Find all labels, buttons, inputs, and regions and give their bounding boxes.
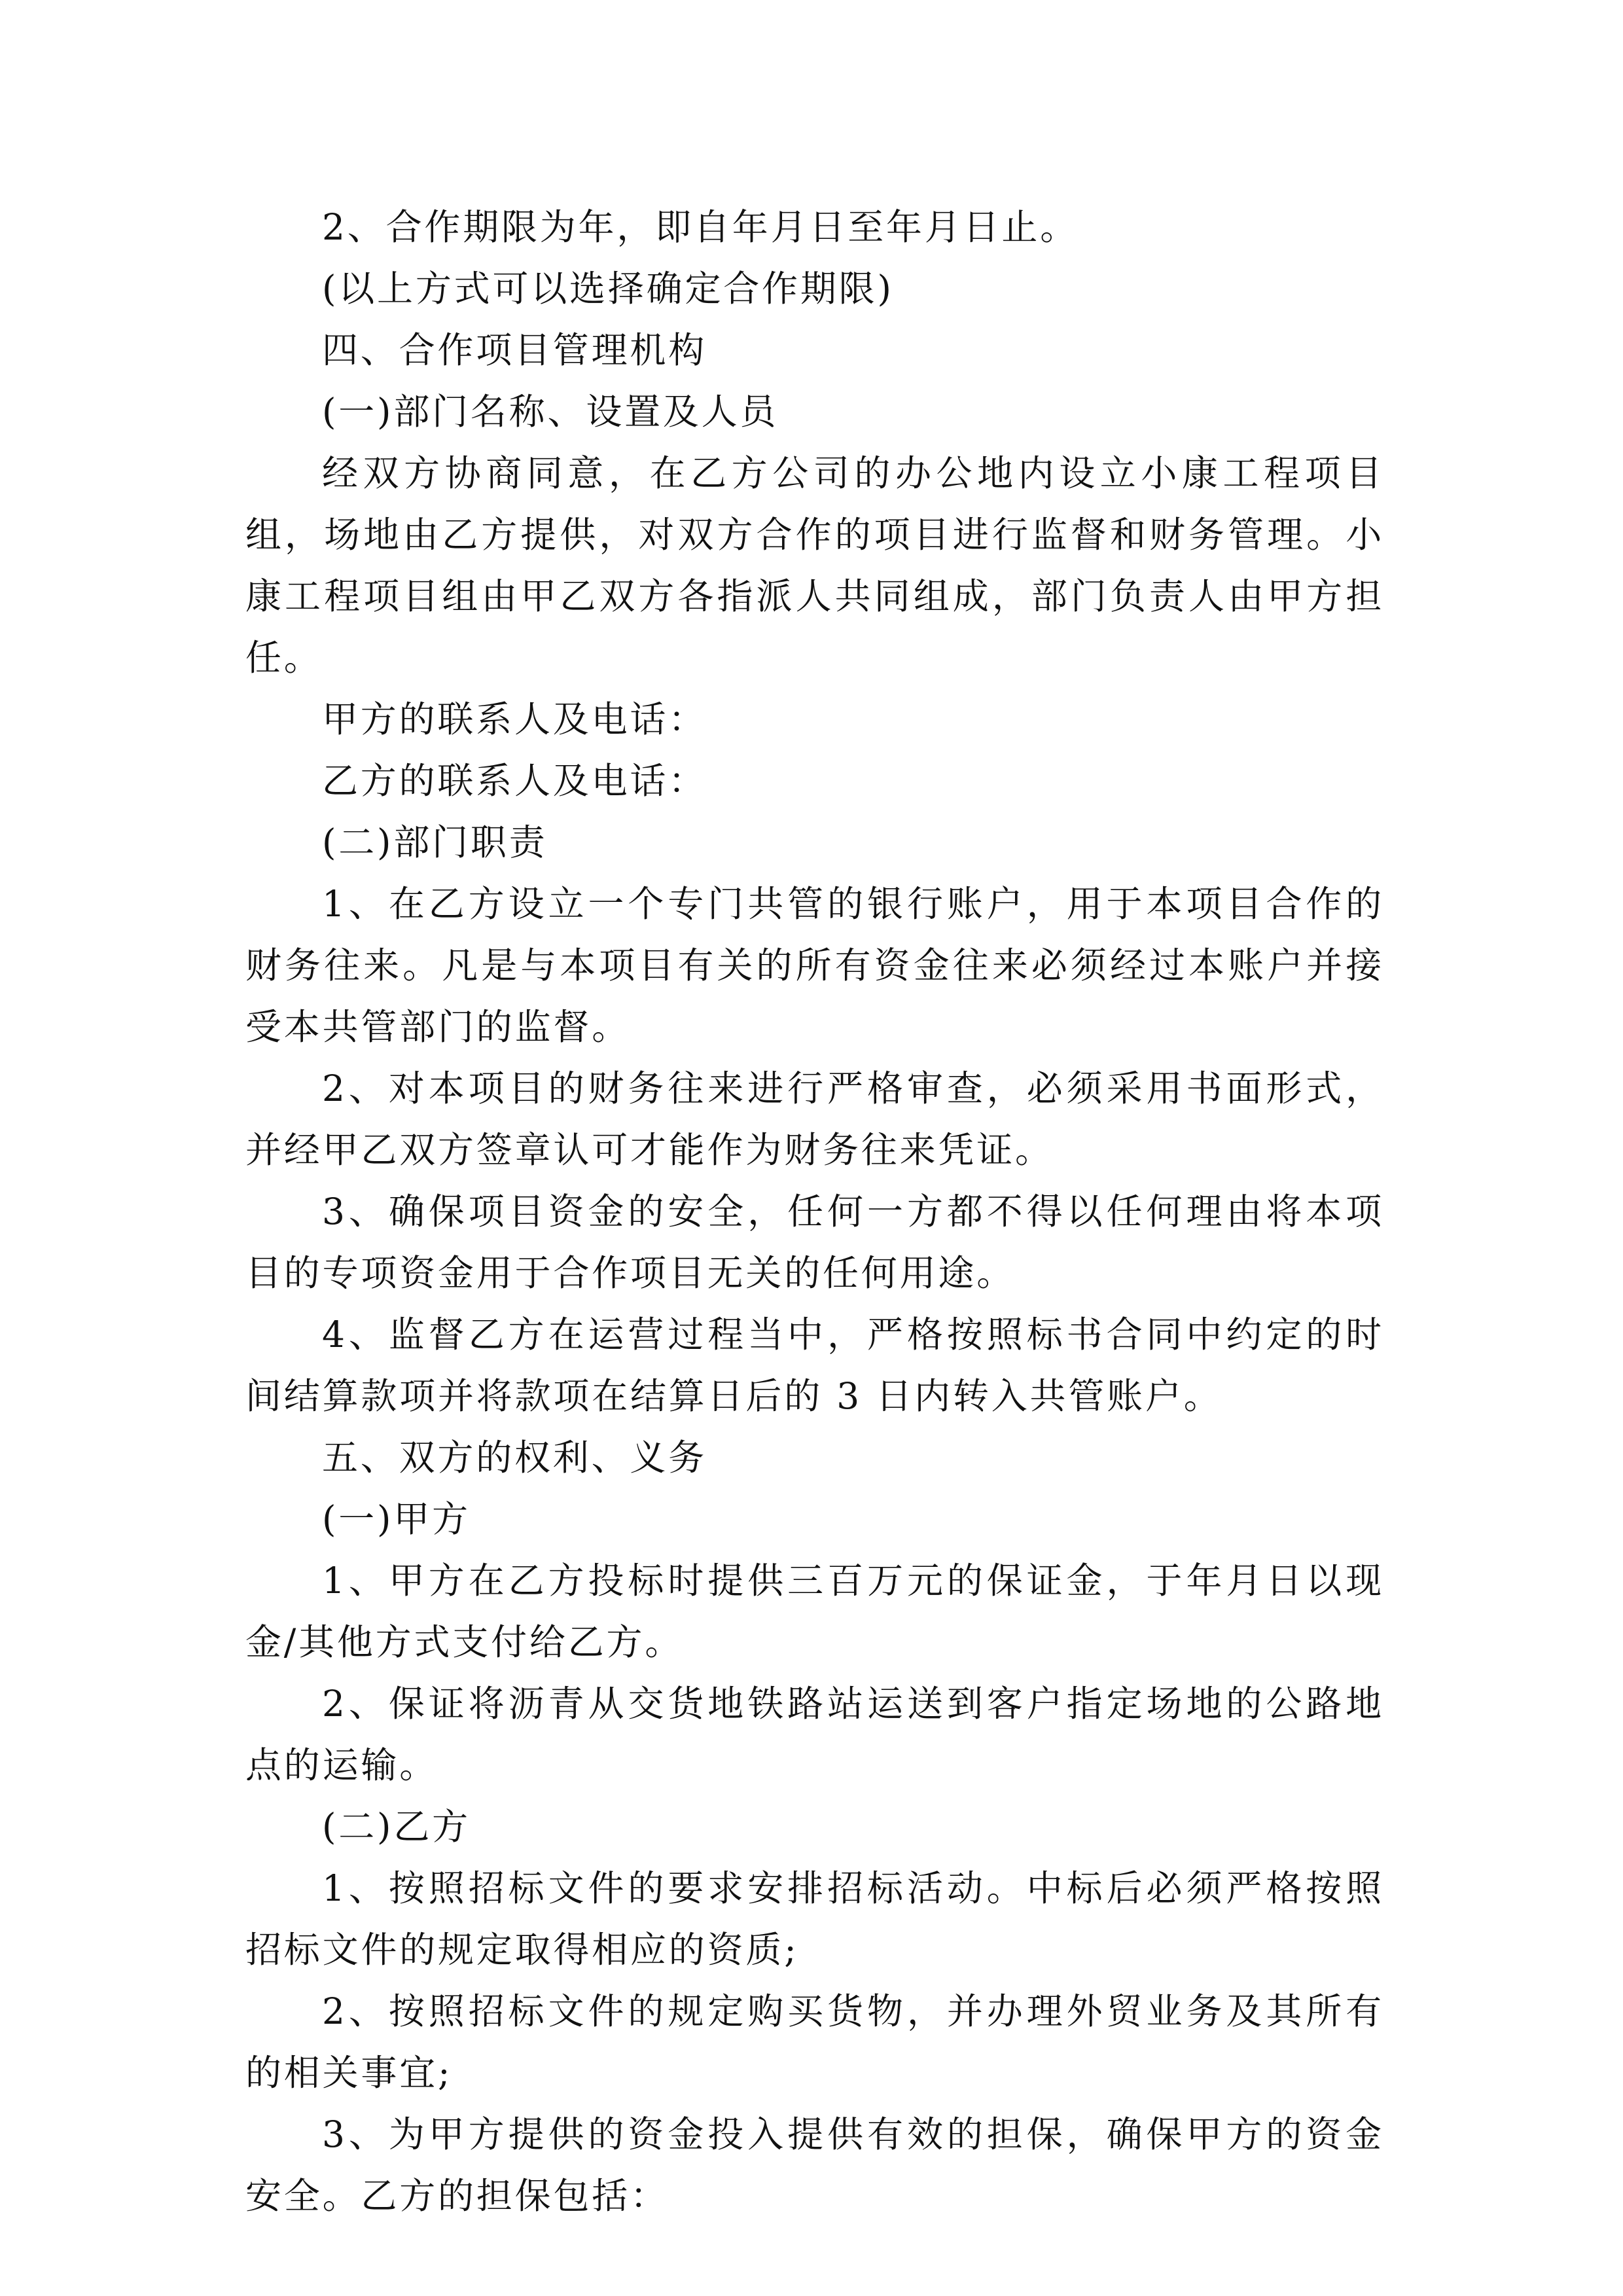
- duty-item-3: 3、确保项目资金的安全，任何一方都不得以任何理由将本项目的专项资金用于合作项目无关的任何用途。: [245, 1191, 1384, 1294]
- section-heading-management: 四、合作项目管理机构: [322, 329, 707, 371]
- party-a-item-1: 1、甲方在乙方投标时提供三百万元的保证金，于年月日以现金/其他方式支付给乙方。: [245, 1560, 1384, 1663]
- duty-item-4: 4、监督乙方在运营过程当中，严格按照标书合同中约定的时间结算款项并将款项在结算日后的 3 日内转入共管账户。: [245, 1314, 1384, 1417]
- section-heading-rights-obligations: 五、双方的权利、义务: [322, 1437, 707, 1479]
- paragraph-department-setup: 经双方协商同意，在乙方公司的办公地内设立小康工程项目组，场地由乙方提供，对双方合作的项目进行监督和财务管理。小康工程项目组由甲乙双方各指派人共同组成，部门负责人由甲方担任。: [245, 452, 1384, 679]
- note-term-options: (以上方式可以选择确定合作期限): [322, 268, 894, 310]
- duty-item-2: 2、对本项目的财务往来进行严格审查，必须采用书面形式，并经甲乙双方签章认可才能作为财务往来凭证。: [245, 1067, 1384, 1171]
- subsection-heading-party-b: (二)乙方: [322, 1806, 471, 1848]
- document-body: [245, 196, 1384, 2227]
- party-b-item-3: 3、为甲方提供的资金投入提供有效的担保，确保甲方的资金安全。乙方的担保包括：: [245, 2113, 1384, 2217]
- subsection-heading-department: (一)部门名称、设置及人员: [322, 391, 779, 433]
- subsection-heading-party-a: (一)甲方: [322, 1498, 471, 1540]
- duty-item-1: 1、在乙方设立一个专门共管的银行账户，用于本项目合作的财务往来。凡是与本项目有关的所有资金往来必须经过本账户并接受本共管部门的监督。: [245, 883, 1384, 1048]
- subsection-heading-duties: (二)部门职责: [322, 821, 548, 863]
- party-b-item-1: 1、按照招标文件的要求安排招标活动。中标后必须严格按照招标文件的规定取得相应的资质;: [245, 1867, 1384, 1971]
- party-a-contact-line: 甲方的联系人及电话：: [322, 698, 707, 740]
- party-b-contact-line: 乙方的联系人及电话：: [322, 760, 707, 802]
- party-a-item-2: 2、保证将沥青从交货地铁路站运送到客户指定场地的公路地点的运输。: [245, 1683, 1384, 1786]
- clause-term-duration: 2、合作期限为年，即自年月日至年月日止。: [322, 206, 1079, 248]
- party-b-item-2: 2、按照招标文件的规定购买货物，并办理外贸业务及其所有的相关事宜;: [245, 1990, 1384, 2094]
